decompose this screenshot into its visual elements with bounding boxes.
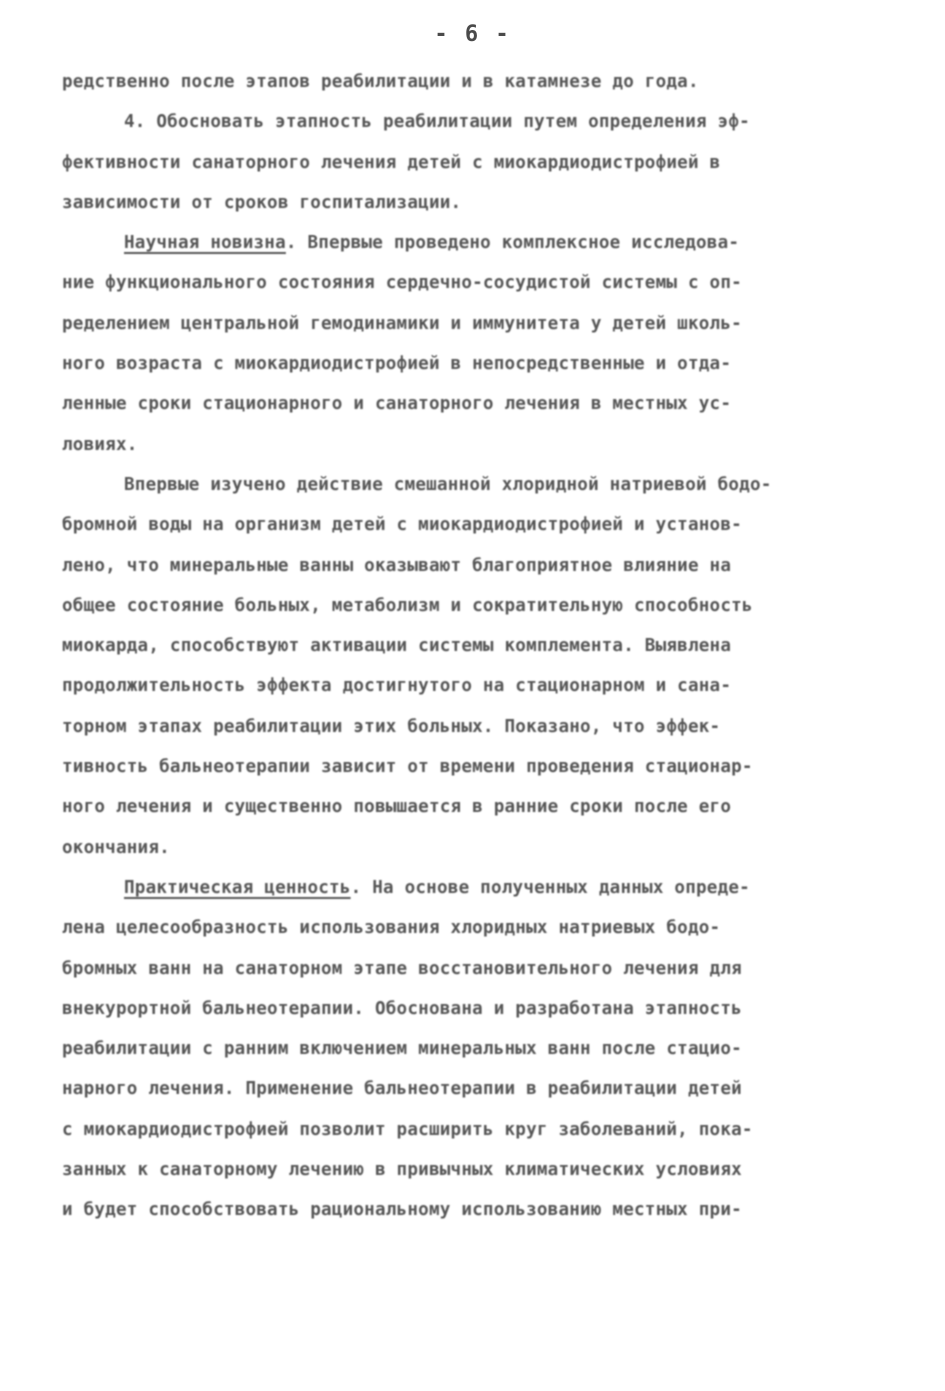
text-line: зависимости от сроков госпитализации. xyxy=(62,192,462,213)
text-line: бромных ванн на санаторном этапе восстановительного лечения для xyxy=(62,958,742,979)
text-line: фективности санаторного лечения детей с миокардиодистрофией в xyxy=(62,152,721,173)
text-line: реабилитации с ранним включением минеральных ванн после стацио- xyxy=(62,1039,742,1060)
page-number: - 6 - xyxy=(434,22,511,47)
text-line: ного возраста с миокардиодистрофией в непосредственные и отда- xyxy=(62,354,732,375)
text-line xyxy=(62,223,884,263)
text-line: ределением центральной гемодинамики и иммунитета у детей школь- xyxy=(62,313,742,334)
text-line: редственно после этапов реабилитации и в катамнезе до года. xyxy=(62,72,699,92)
text-line: бромной воды на организм детей с миокардиодистрофией и установ- xyxy=(62,515,742,536)
text-line: ного лечения и существенно повышается в ранние сроки после его xyxy=(62,797,732,818)
text-line: ние функционального состояния сердечно-сосудистой системы с оп- xyxy=(62,273,742,294)
text-line: внекурортной бальнеотерапии. Обоснована и разработана этапность xyxy=(62,998,742,1019)
text-line: общее состояние больных, метаболизм и сократительную способность xyxy=(62,595,753,616)
text-line: занных к санаторному лечению в привычных климатических условиях xyxy=(62,1160,742,1181)
body-text xyxy=(62,62,884,1231)
text-line: и будет способствовать рациональному использованию местных при- xyxy=(62,1200,742,1221)
text-line: лена целесообразность использования хлоридных натриевых бодо- xyxy=(62,918,721,939)
text-line: продолжительность эффекта достигнутого на стационарном и сана- xyxy=(62,676,732,697)
text-line: ленные сроки стационарного и санаторного лечения в местных ус- xyxy=(62,394,732,415)
text-line xyxy=(62,868,884,908)
text-line: Впервые изучено действие смешанной хлоридной натриевой бодо- xyxy=(124,474,772,495)
section-heading-practical-value: Практическая ценность xyxy=(124,877,351,898)
text-line: ловиях. xyxy=(62,434,138,455)
text-line: окончания. xyxy=(62,837,170,858)
text-line: миокарда, способствуют активации системы комплемента. Выявлена xyxy=(62,636,732,657)
text-line: нарного лечения. Применение бальнеотерапии в реабилитации детей xyxy=(62,1079,742,1100)
text-run: . Впервые проведено комплексное исследова- xyxy=(285,233,740,254)
section-heading-novelty: Научная новизна xyxy=(124,233,286,254)
text-line: лено, что минеральные ванны оказывают благоприятное влияние на xyxy=(62,555,732,576)
text-line: торном этапах реабилитации этих больных. Показано, что эффек- xyxy=(62,716,721,737)
text-run: . На основе полученных данных опреде- xyxy=(350,877,750,898)
text-line: тивность бальнеотерапии зависит от времени проведения стационар- xyxy=(62,757,753,778)
text-line: 4. Обосновать этапность реабилитации путем определения эф- xyxy=(124,112,750,133)
text-line: с миокардиодистрофией позволит расширить круг заболеваний, пока- xyxy=(62,1119,753,1140)
